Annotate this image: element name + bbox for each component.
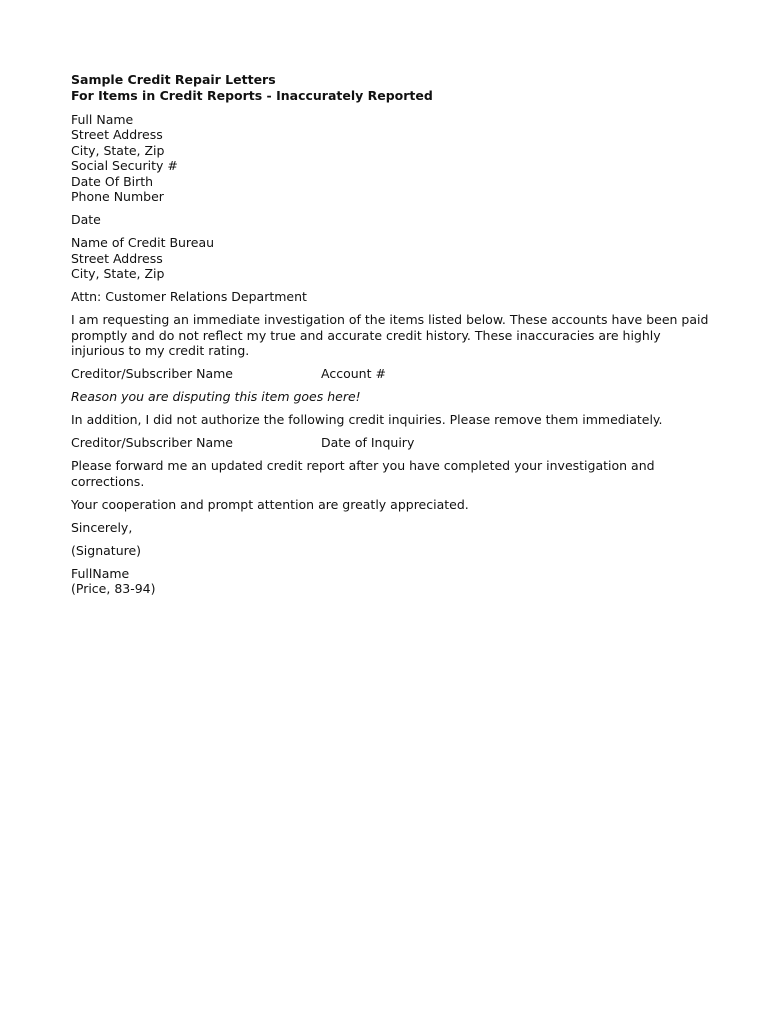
recipient-block xyxy=(71,235,711,282)
creditor-column-label: Creditor/Subscriber Name xyxy=(71,435,233,450)
sender-block xyxy=(71,112,711,205)
signoff-name: FullName xyxy=(71,565,130,581)
citation: (Price, 83-94) xyxy=(71,581,156,596)
forward-paragraph xyxy=(71,458,711,489)
intro-paragraph xyxy=(71,312,711,359)
date-block xyxy=(71,212,711,228)
signoff-block xyxy=(71,566,711,597)
inquiry-date-column-label: Date of Inquiry xyxy=(321,435,415,450)
sender-line: Phone Number xyxy=(71,189,164,204)
paragraph-line: injurious to my credit rating. xyxy=(71,343,250,358)
signature-placeholder: (Signature) xyxy=(71,542,142,558)
paragraph-line: I am requesting an immediate investigation of the items listed below. These accounts have been paid xyxy=(71,312,709,327)
sender-line: Date Of Birth xyxy=(71,173,154,189)
sender-line: Social Security # xyxy=(71,158,178,173)
inquiries-paragraph: In addition, I did not authorize the following credit inquiries. Please remove them immediately. xyxy=(71,412,663,427)
reason-placeholder: Reason you are disputing this item goes here! xyxy=(71,389,361,404)
sender-line: City, State, Zip xyxy=(71,142,165,158)
date-line: Date xyxy=(71,212,101,227)
closing-line: Sincerely, xyxy=(71,519,133,535)
attn-block xyxy=(71,289,711,305)
inquiries-header-row xyxy=(71,435,711,451)
cooperation-line: Your cooperation and prompt attention are greatly appreciated. xyxy=(71,496,469,512)
paragraph-line: promptly and do not reflect my true and accurate credit history. These inaccuracies are highly xyxy=(71,327,661,343)
recipient-line: Street Address xyxy=(71,250,163,266)
attn-line: Attn: Customer Relations Department xyxy=(71,289,307,304)
letter-title xyxy=(71,72,711,104)
title-line-2: For Items in Credit Reports - Inaccurately Reported xyxy=(71,88,433,103)
paragraph-line: corrections. xyxy=(71,473,145,489)
letter-document xyxy=(71,72,711,604)
paragraph-line: Please forward me an updated credit report after you have completed your investigation and xyxy=(71,458,655,473)
sender-line: Street Address xyxy=(71,127,163,142)
sender-line: Full Name xyxy=(71,111,134,127)
title-line-1: Sample Credit Repair Letters xyxy=(71,72,276,87)
accounts-header-row xyxy=(71,366,711,382)
account-column-label: Account # xyxy=(321,366,386,381)
recipient-line: Name of Credit Bureau xyxy=(71,235,215,250)
creditor-column-label: Creditor/Subscriber Name xyxy=(71,366,233,381)
recipient-line: City, State, Zip xyxy=(71,266,165,281)
